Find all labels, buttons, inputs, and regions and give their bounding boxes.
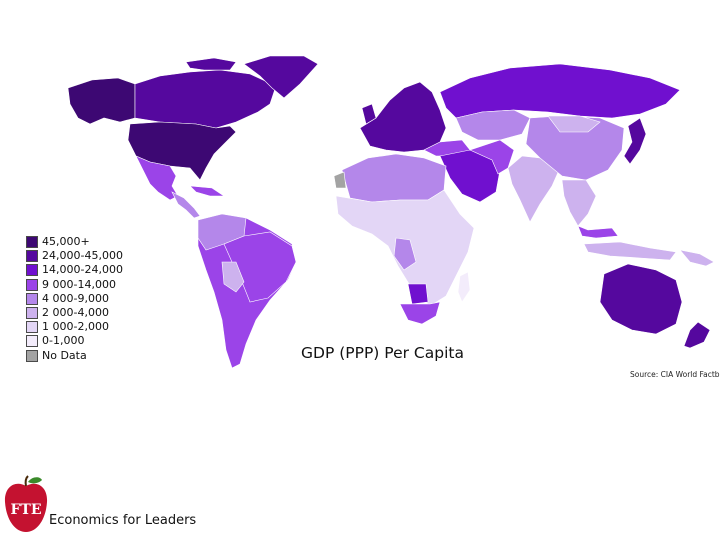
- region-canada: [135, 70, 276, 128]
- legend-label: 1 000-2,000: [42, 320, 109, 334]
- legend-item: [26, 306, 123, 320]
- fte-logo-text: FTE: [10, 502, 42, 518]
- legend-swatch: [26, 321, 38, 333]
- legend-label: 2 000-4,000: [42, 306, 109, 320]
- region-indonesia: [584, 242, 676, 260]
- legend-item: [26, 278, 123, 292]
- region-arctic-islands: [186, 58, 236, 70]
- legend-label: 45,000+: [42, 235, 90, 249]
- legend-item: [26, 292, 123, 306]
- region-pacific-islands: [680, 250, 714, 266]
- legend-item: [26, 320, 123, 334]
- region-caribbean: [190, 186, 224, 196]
- region-botswana: [408, 284, 428, 304]
- region-alaska: [68, 78, 135, 124]
- legend-item: [26, 263, 123, 277]
- legend-label: 0-1,000: [42, 334, 85, 348]
- legend-label: No Data: [42, 348, 87, 362]
- region-australia: [600, 264, 682, 334]
- map-legend: [26, 235, 123, 363]
- legend-swatch: [26, 307, 38, 319]
- legend-label: 14,000-24,000: [42, 263, 123, 277]
- legend-swatch: [26, 250, 38, 262]
- legend-label: 24,000-45,000: [42, 249, 123, 263]
- region-central-america: [172, 192, 200, 218]
- legend-swatch: [26, 293, 38, 305]
- legend-item: [26, 235, 123, 249]
- region-russia: [440, 64, 680, 118]
- map-source: Source: CIA World Factb: [630, 370, 720, 379]
- region-southeast-asia: [562, 180, 596, 226]
- legend-swatch: [26, 335, 38, 347]
- legend-item: [26, 334, 123, 348]
- fte-apple-logo: [5, 476, 47, 532]
- region-japan: [624, 118, 646, 164]
- region-north-africa: [342, 154, 446, 202]
- legend-swatch: [26, 264, 38, 276]
- region-western-sahara: [334, 172, 346, 188]
- footer-text: Economics for Leaders: [49, 513, 197, 528]
- legend-item: [26, 249, 123, 263]
- map-title: GDP (PPP) Per Capita: [301, 344, 464, 362]
- region-new-zealand: [684, 322, 710, 348]
- region-malaysia: [578, 226, 618, 238]
- legend-label: 9 000-14,000: [42, 277, 116, 291]
- legend-label: 4 000-9,000: [42, 291, 109, 305]
- region-south-africa: [400, 302, 440, 324]
- legend-swatch: [26, 279, 38, 291]
- legend-swatch: [26, 350, 38, 362]
- legend-swatch: [26, 236, 38, 248]
- region-madagascar: [458, 272, 470, 302]
- legend-item: [26, 349, 123, 363]
